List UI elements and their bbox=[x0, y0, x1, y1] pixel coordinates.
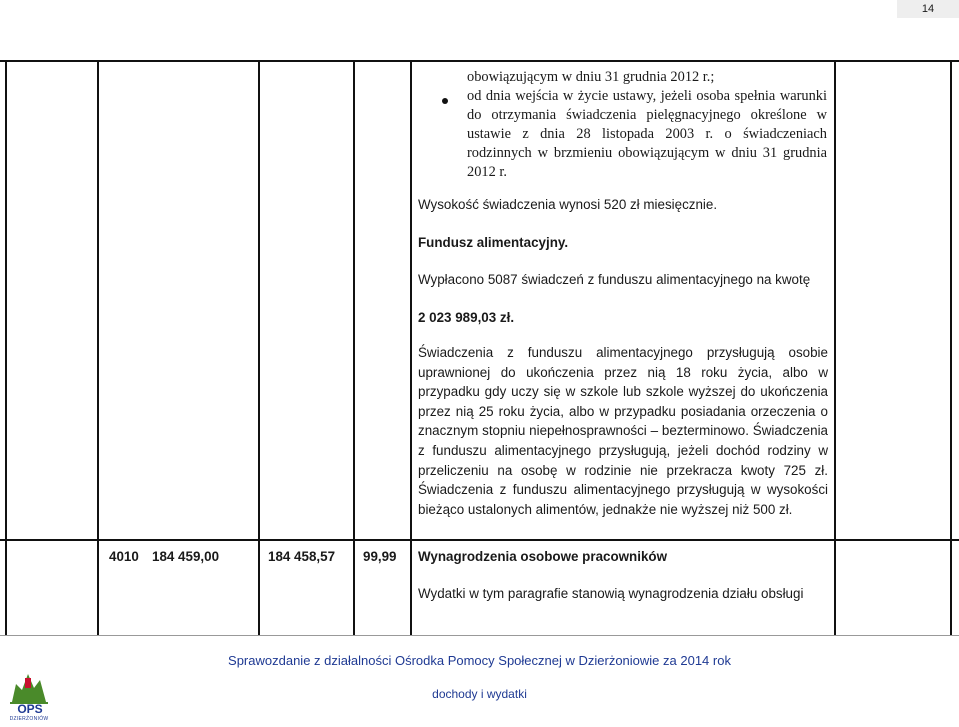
fund-paragraph: Świadczenia z funduszu alimentacyjnego przysługują osobie uprawnionej do ukończenia przez nią 18 roku życia, albo w przypadku gdy uczy się w szkole lub szkole wyższej do ukończenia przez nią 25 roku życia, albo w przypadku posiadania orzeczenia o znacznym stopniu niepełnosprawności – bezterminowo. Świadczenia z funduszu alimentacyjnego przysługują, jeżeli dochód rodziny w przeliczeniu na osobę w rodzinie nie przekracza kwoty 725 zł. Świadczenia z funduszu alimentacyjnego przysługują w wysokości bieżąco ustalonych alimentów, jednakże nie wyższej niż 500 zł. bbox=[418, 345, 828, 517]
footer-rule bbox=[0, 635, 959, 636]
fund-title: Fundusz alimentacyjny. bbox=[418, 235, 569, 250]
column-border-7 bbox=[950, 60, 952, 635]
cell-execution: 184 458,57 bbox=[268, 549, 336, 564]
row-separator bbox=[0, 539, 959, 541]
page-number: 14 bbox=[897, 0, 959, 18]
ops-dzierzoniow-logo-icon bbox=[8, 662, 50, 722]
fund-amount: 2 023 989,03 zł. bbox=[418, 310, 515, 325]
cell-description: Wydatki w tym paragrafie stanowią wynagrodzenia działu obsługi bbox=[418, 586, 804, 601]
logo-subtext: DZIERŻONIÓW bbox=[9, 716, 49, 722]
cell-plan: 184 459,00 bbox=[152, 549, 220, 564]
fund-paid-line: Wypłacono 5087 świadczeń z funduszu alimentacyjnego na kwotę bbox=[418, 272, 811, 287]
column-border-6 bbox=[834, 60, 836, 635]
bullet-icon bbox=[442, 98, 448, 104]
cell-title: Wynagrodzenia osobowe pracowników bbox=[418, 549, 668, 564]
cell-code: 4010 bbox=[109, 549, 139, 564]
bullet-text: od dnia wejścia w życie ustawy, jeżeli osoba spełnia warunki do otrzymania świadczenia pielęgnacyjnego określone w ustawie z dnia 28 listopada 2003 r. o świadczeniach rodzinnych w brzmieniu obowiązującym w dniu 31 grudnia 2012 r. bbox=[467, 88, 827, 180]
logo-text: OPS bbox=[17, 702, 43, 716]
column-border-3 bbox=[258, 60, 260, 635]
column-border-1 bbox=[5, 60, 7, 635]
footer-subtitle: dochody i wydatki bbox=[432, 687, 527, 701]
column-border-5 bbox=[410, 60, 412, 635]
column-border-2 bbox=[97, 60, 99, 635]
benefit-amount: Wysokość świadczenia wynosi 520 zł miesięcznie. bbox=[418, 197, 718, 212]
column-border-4 bbox=[353, 60, 355, 635]
line-obowiazujacym: obowiązującym w dniu 31 grudnia 2012 r.; bbox=[467, 69, 715, 85]
footer-report-title: Sprawozdanie z działalności Ośrodka Pomocy Społecznej w Dzierżoniowie za 2014 rok bbox=[228, 653, 731, 668]
cell-percent: 99,99 bbox=[363, 549, 397, 564]
table-top-border bbox=[0, 60, 959, 62]
